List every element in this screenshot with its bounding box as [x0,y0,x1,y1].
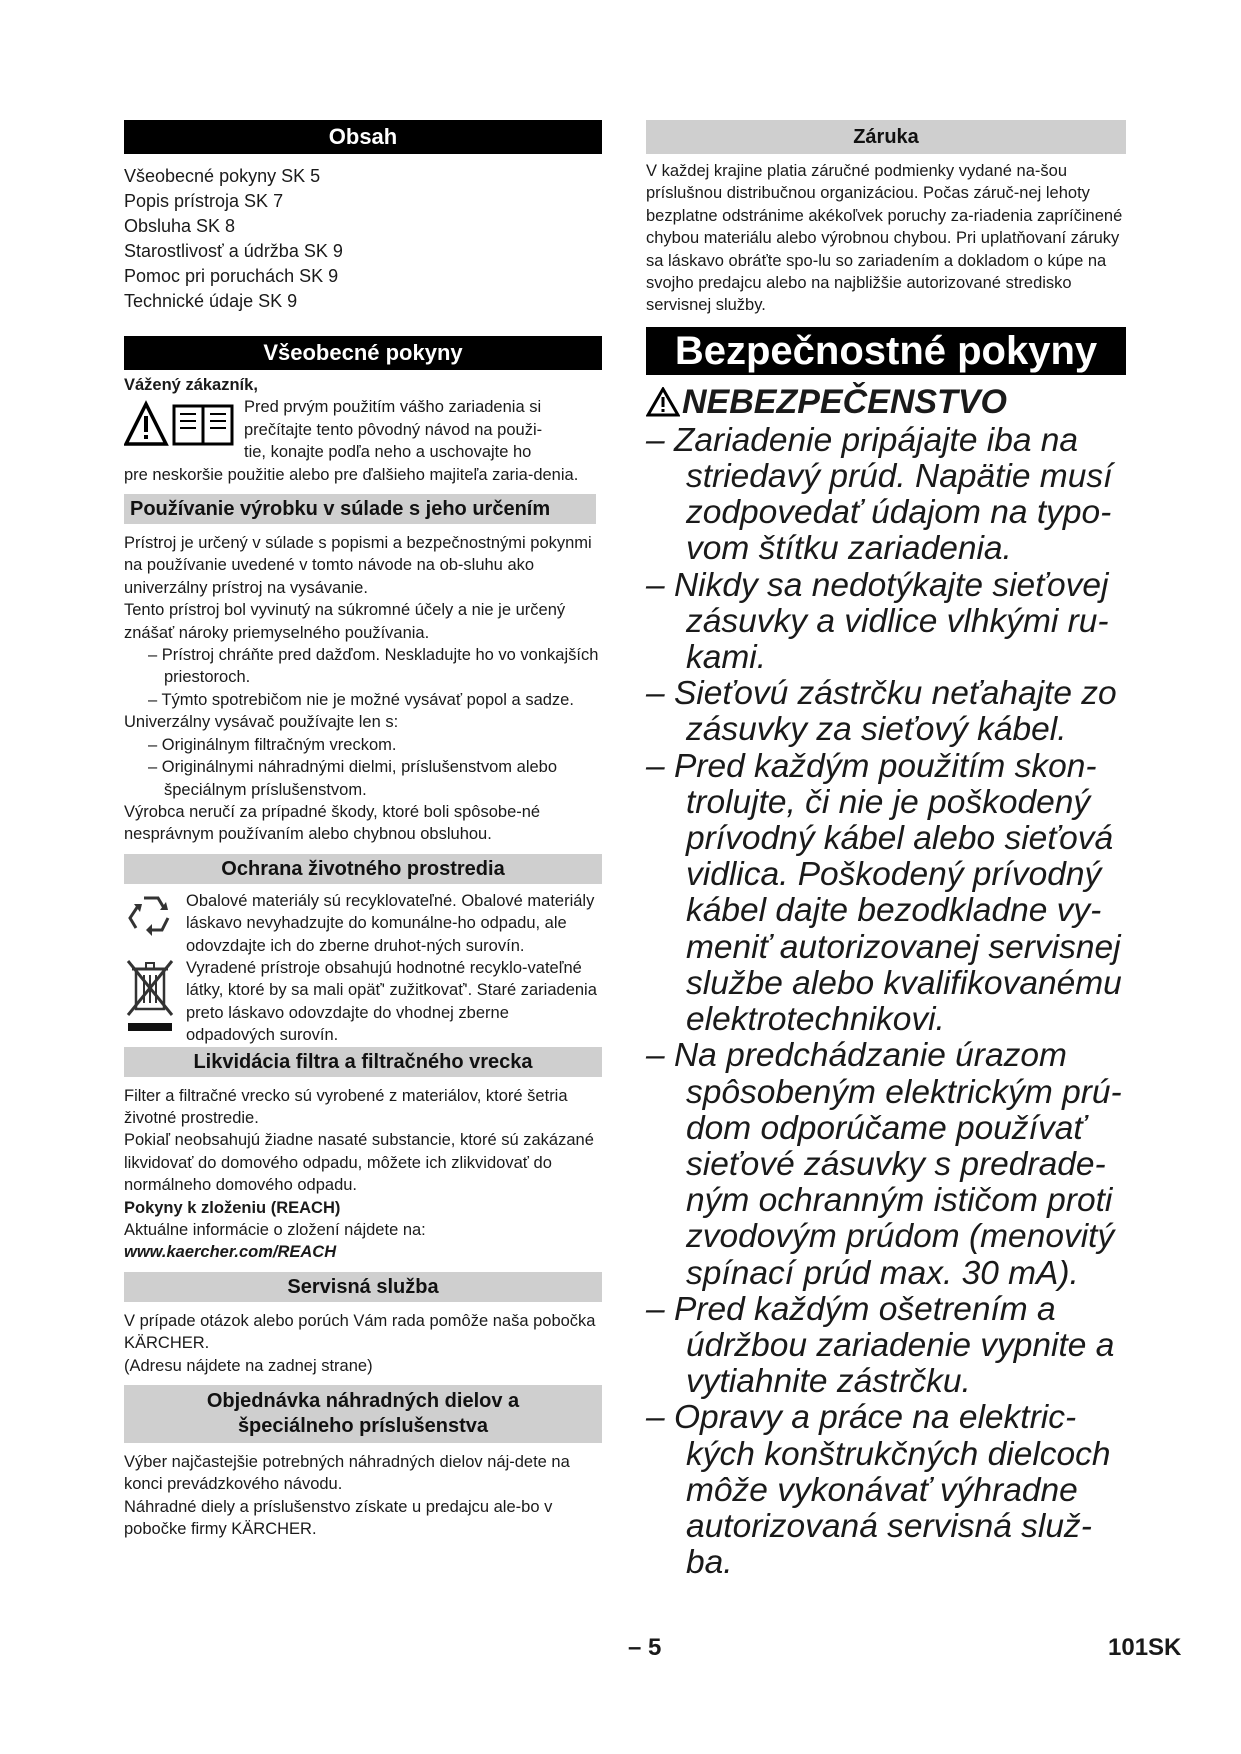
danger-label [646,381,1126,423]
environment-heading: Ochrana životného prostredia [124,854,602,884]
reach-heading: Pokyny k zloženiu (REACH) [124,1198,341,1217]
order-heading-line: Objednávka náhradných dielov a [206,1390,520,1413]
toc-item[interactable]: Popis prístroja SK 7 [124,191,284,211]
toc-item[interactable]: Technické údaje SK 9 [124,291,298,311]
left-column [124,120,602,1541]
toc-item[interactable]: Obsluha SK 8 [124,216,236,236]
order-paragraph: Náhradné diely a príslušenstvo získate u predajcu ale-bo v pobočke firmy KÄRCHER. [124,1497,553,1539]
intro-block [124,396,602,463]
right-column [646,120,1126,1581]
read-manual-icon [124,396,244,463]
service-heading: Servisná služba [124,1272,602,1302]
usage-paragraph: Prístroj je určený v súlade s popismi a bezpečnostnými pokynmi na používanie uvedené v tomto návode na ob-sluhu ako univerzálny prístroj na vysávanie. [124,534,592,597]
toc-item[interactable]: Všeobecné pokyny SK 5 [124,166,321,186]
recycling-block [124,890,602,957]
order-paragraph: Výber najčastejšie potrebných náhradných dielov náj-dete na konci prevádzkového návodu. [124,1453,570,1494]
safety-item: – Na predchádzanie úrazom spôsobeným elektrickým prú-dom odporúčame používať sieťové zásuvky s predrade-ným ochranným ističom proti zvodovým prúdom (menovitý spínací prúd max. 30 mA). [646,1037,1122,1292]
doc-code: 101SK [1108,1634,1182,1661]
order-heading-line: špeciálneho príslušenstva [237,1415,489,1438]
intro-line: Pred prvým použitím vášho zariadenia si [244,398,542,417]
intro-line: prečítajte tento pôvodný návod na použi- [244,420,543,439]
warranty-text: V každej krajine platia záručné podmienky vydané na-šou príslušnou distribučnou organizáciou. Počas záruč-nej lehoty bezplatne odstránime akékoľvek poruchy za-riadenia zapríčinené chybou materiálu alebo výrobnou chybou. Pri uplatňovaní záruky sa láskavo obráťte spo-lu so zariadením a dokladom o kúpe na svojho predajcu alebo na najbližšie autorizované stredisko servisnej služby. [646,162,1123,315]
safety-item: – Sieťovú zástrčku neťahajte zo zásuvky za sieťový kábel. [646,675,1117,749]
table-of-contents [124,164,602,314]
safety-item: – Nikdy sa nedotýkajte sieťovej zásuvky a vidlice vlhkými ru-kami. [646,566,1109,677]
recycling-icon [124,890,186,957]
service-paragraph: V prípade otázok alebo porúch Vám rada pomôže naša pobočka KÄRCHER. [124,1311,596,1353]
usage-paragraph: Výrobca neručí za prípadné škody, ktoré boli spôsobe-né nesprávnym používaním alebo chybnou obsluhou. [124,802,541,844]
usage-heading: Používanie výrobku v súlade s jeho určením [124,494,596,524]
disposal-heading: Likvidácia filtra a filtračného vrecka [124,1047,602,1077]
warranty-heading: Záruka [646,120,1126,154]
safety-item: – Opravy a práce na elektric-kých konštrukčných dielcoch môže vykonávať výhradne autorizovaná servisná služ-ba. [646,1399,1111,1582]
toc-item[interactable]: Pomoc pri poruchách SK 9 [124,266,339,286]
reach-link[interactable]: www.kaercher.com/REACH [124,1243,337,1262]
recycling-text: Obalové materiály sú recyklovateľné. Obalové materiály láskavo nevyhadzujte do komunálne-ho odpadu, ale odovzdajte ich do zberne druhot-ných surovín. [186,891,595,955]
toc-heading: Obsah [124,120,602,154]
greeting: Vážený zákazník, [124,376,258,394]
usage-dash-item: – Originálnymi náhradnými dielmi, príslušenstvom alebo špeciálnym príslušenstvom. [148,758,558,799]
usage-paragraph: Univerzálny vysávač používajte len s: [124,713,399,732]
danger-text: NEBEZPEČENSTVO [682,382,1007,421]
reach-text: Aktuálne informácie o zložení nájdete na: [124,1221,426,1239]
page-number: – 5 [628,1634,662,1661]
usage-dash-item: – Prístroj chráňte pred dažďom. Neskladujte ho vo vonkajších priestoroch. [148,646,599,687]
intro-line: tie, konajte podľa neho a uschovajte ho [244,443,532,462]
usage-dash-item: – Originálnym filtračným vreckom. [148,735,397,754]
warning-triangle-icon [646,387,680,417]
usage-paragraph: Tento prístroj bol vyvinutý na súkromné účely a nie je určený znášať nároky priemyselného používania. [124,601,566,642]
disposal-paragraph: Pokiaľ neobsahujú žiadne nasaté substancie, ktoré sú zakázané likvidovať do domového odpadu, môžete ich zlikvidovať do normálneho domového odpadu. [124,1131,594,1195]
safety-item: – Pred každým použitím skon-trolujte, či nie je poškodený prívodný kábel alebo sieťová vidlica. Poškodený prívodný kábel dajte bezodkladne vy-meniť autorizovanej servisnej službe alebo kvalifikovanému elektrotechnikovi. [646,747,1122,1039]
general-heading: Všeobecné pokyny [124,336,602,370]
order-heading [124,1385,602,1443]
toc-item[interactable]: Starostlivosť a údržba SK 9 [124,241,343,261]
usage-dash-item: – Týmto spotrebičom nie je možné vysávať popol a sadze. [148,690,574,709]
weee-text: Vyradené prístroje obsahujú hodnotné recyklo-vateľné látky, ktoré by sa mali opäť' zužitkovať'. Staré zariadenia preto láskavo odovzdajte do vhodnej zberne odpadových surovín. [186,958,597,1045]
safety-list [646,423,1126,1582]
safety-heading: Bezpečnostné pokyny [646,327,1126,375]
intro-rest: pre neskoršie použitie alebo pre ďalšieho majiteľa zaria-denia. [124,465,579,484]
disposal-paragraph: Filter a filtračné vrecko sú vyrobené z materiálov, ktoré šetria životné prostredie. [124,1086,568,1127]
weee-block [124,957,602,1047]
crossed-bin-icon [124,957,186,1047]
service-paragraph: (Adresu nájdete na zadnej strane) [124,1356,373,1375]
safety-item: – Pred každým ošetrením a údržbou zariadenie vypnite a vytiahnite zástrčku. [646,1290,1115,1401]
safety-item: – Zariadenie pripájajte iba na striedavý prúd. Napätie musí zodpovedať údajom na typo-vom štítku zariadenia. [646,421,1113,568]
